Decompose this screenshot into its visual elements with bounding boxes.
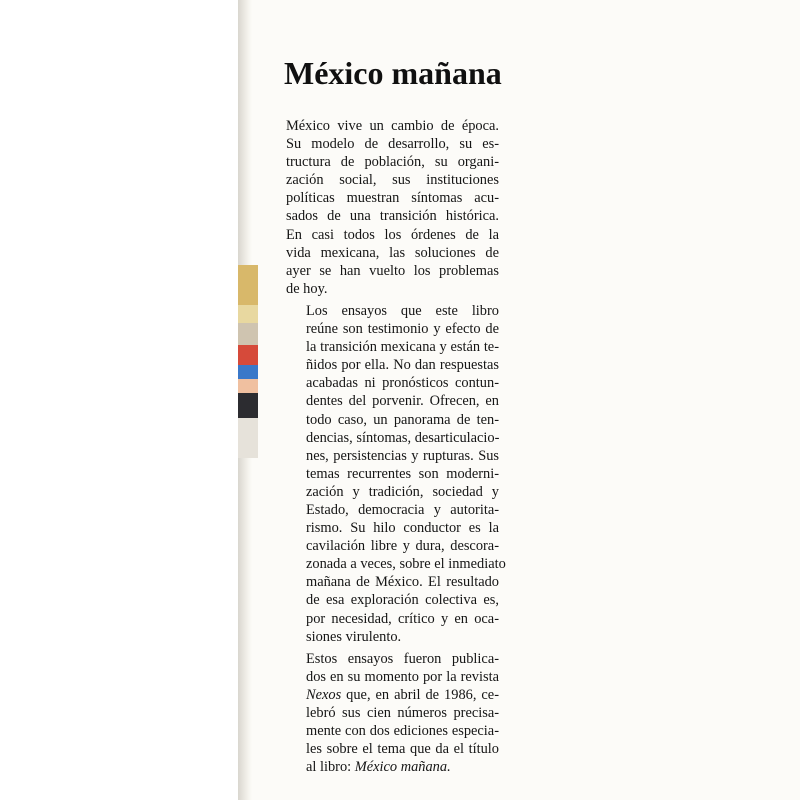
text-line: por necesidad, crítico y en oca- bbox=[306, 610, 499, 627]
text-line: la transición mexicana y están te- bbox=[306, 339, 499, 356]
text-line: acabadas ni pronósticos contun- bbox=[306, 375, 499, 392]
paragraph bbox=[286, 302, 506, 646]
paragraph bbox=[286, 117, 499, 298]
text-line: de esa exploración colectiva es, bbox=[306, 592, 499, 609]
text-line: ayer se han vuelto los problemas bbox=[286, 262, 499, 279]
text-line: Los ensayos que este libro bbox=[306, 302, 499, 319]
text-line: Nexos que, en abril de 1986, ce- bbox=[306, 686, 499, 703]
text-line: Estos ensayos fueron publica- bbox=[306, 650, 499, 667]
italic-title: México mañana. bbox=[354, 759, 451, 776]
text-line: vida mexicana, las soluciones de bbox=[286, 244, 499, 261]
text-line: zación y tradición, sociedad y bbox=[306, 483, 499, 500]
text-line: siones virulento. bbox=[306, 628, 402, 645]
text-line: rismo. Su hilo conductor es la bbox=[306, 520, 499, 537]
body-text bbox=[286, 117, 506, 776]
text-line: tructura de población, su organi- bbox=[286, 154, 499, 171]
text-line: políticas muestran síntomas acu- bbox=[286, 190, 499, 207]
text-line: Estado, democracia y autorita- bbox=[306, 501, 499, 518]
text-line: México vive un cambio de época. bbox=[286, 118, 499, 134]
text-line: sados de una transición histórica. bbox=[286, 208, 499, 225]
text-line: Su modelo de desarrollo, su es- bbox=[286, 136, 499, 153]
text-line: mente con dos ediciones especia- bbox=[306, 723, 499, 740]
text-line: lebró sus cien números precisa- bbox=[306, 705, 499, 721]
text-line: ñidos por ella. No dan respuestas bbox=[306, 357, 499, 374]
text-line: les sobre el tema que da el título bbox=[306, 741, 499, 758]
text-line: reúne son testimonio y efecto de bbox=[306, 321, 499, 338]
scan-background bbox=[0, 0, 238, 800]
text-line: dentes del porvenir. Ofrecen, en bbox=[306, 393, 499, 410]
page-title: México mañana bbox=[284, 55, 502, 91]
text-line: cavilación libre y dura, descora- bbox=[306, 538, 499, 555]
text-line: de hoy. bbox=[286, 280, 328, 297]
text-line: nes, persistencias y rupturas. Sus bbox=[306, 447, 499, 464]
text-line: al libro: México mañana. bbox=[306, 759, 451, 776]
text-line: mañana de México. El resultado bbox=[306, 574, 499, 591]
text-line: dencias, síntomas, desarticulacio- bbox=[306, 429, 500, 446]
text-line: todo caso, un panorama de ten- bbox=[306, 411, 499, 428]
text-line: zonada a veces, sobre el inmediato bbox=[306, 556, 506, 573]
italic-title: Nexos bbox=[306, 686, 342, 703]
text-line: dos en su momento por la revista bbox=[306, 668, 499, 685]
text-line: temas recurrentes son moderni- bbox=[306, 465, 499, 482]
text-line: zación social, sus instituciones bbox=[286, 172, 499, 189]
cover-edge-strip bbox=[238, 20, 258, 800]
paragraph bbox=[286, 650, 499, 777]
text-line: En casi todos los órdenes de la bbox=[286, 226, 499, 243]
